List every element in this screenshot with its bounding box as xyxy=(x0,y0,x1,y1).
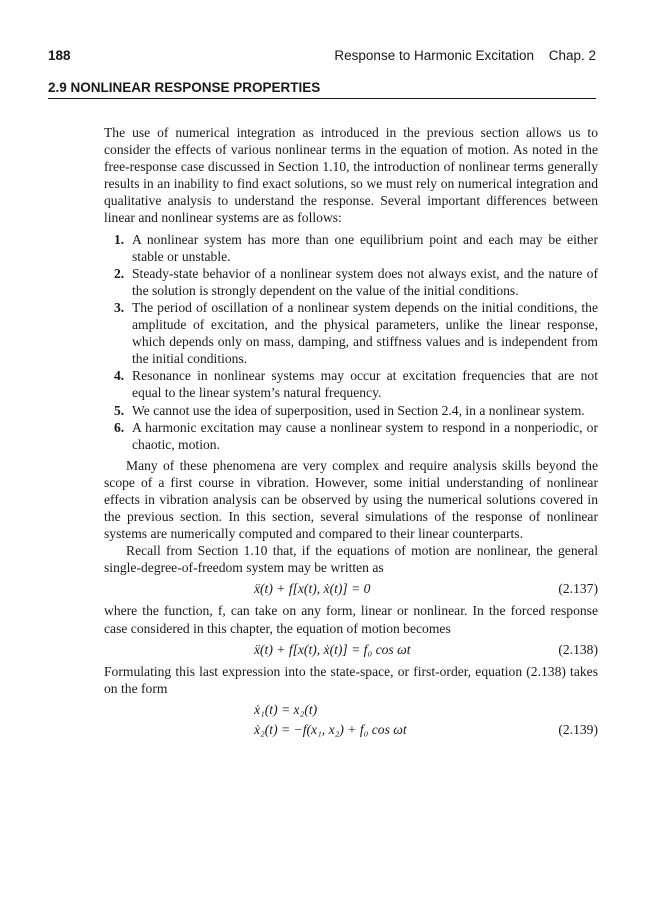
list-item: 6. A harmonic excitation may cause a nonlinear system to respond in a nonperiodic, or chaotic, motion. xyxy=(114,419,598,452)
intro-paragraph: The use of numerical integration as introduced in the previous section allows us to consider the effects of various nonlinear terms in the equation of motion. As noted in the free-response case discussed in Section 1.10, the introduction of nonlinear terms generally results in an inability to find exact solutions, so we must rely on numerical integration and qualitative analysis to understand the response. Several important differences between linear and nonlinear systems are as follows: xyxy=(104,125,598,226)
list-item: 3. The period of oscillation of a nonlinear system depends on the initial conditions, the amplitude of excitation, and the physical parameters, unlike the linear response, which depends only on mass, damping, and stiffness values and is independent from the initial conditions. xyxy=(114,299,598,367)
running-title: Response to Harmonic Excitation xyxy=(334,48,534,63)
section-title: 2.9 NONLINEAR RESPONSE PROPERTIES xyxy=(48,80,596,99)
page-number: 188 xyxy=(48,48,71,63)
equation-expression: ẍ(t) + f[x(t), ẋ(t)] = 0 xyxy=(254,581,371,597)
equation-2-139 xyxy=(104,699,598,743)
list-item: 2. Steady-state behavior of a nonlinear system does not always exist, and the nature of the solution is strongly dependent on the value of the initial conditions. xyxy=(114,265,598,298)
page-header xyxy=(48,44,596,64)
equation-row-2: ẋ₂(t) = −f(x₁, x₂) + f₀ cos ωt xyxy=(254,721,407,737)
equation-2-137 xyxy=(104,576,598,602)
list-item: 1. A nonlinear system has more than one equilibrium point and each may be either stable or unstable. xyxy=(114,231,598,264)
equation-2-138 xyxy=(104,637,598,663)
body-text xyxy=(104,124,598,743)
paragraph-function: where the function, f, can take on any form, linear or nonlinear. In the forced response case considered in this chapter, the equation of motion becomes xyxy=(104,603,598,636)
equation-number: (2.137) xyxy=(558,581,598,597)
chapter-label: Chap. 2 xyxy=(548,48,596,63)
properties-list xyxy=(104,231,598,453)
list-item: 4. Resonance in nonlinear systems may occur at excitation frequencies that are not equal to the linear system’s natural frequency. xyxy=(114,368,598,401)
paragraph-recall: Recall from Section 1.10 that, if the equations of motion are nonlinear, the general single-degree-of-freedom system may be written as xyxy=(104,543,598,576)
equation-expression: ẍ(t) + f[x(t), ẋ(t)] = f₀ cos ωt xyxy=(254,641,411,657)
equation-row-1: ẋ₁(t) = x₂(t) xyxy=(254,701,318,717)
paragraph-state-space: Formulating this last expression into the state-space, or first-order, equation (2.138) takes on the form xyxy=(104,663,598,696)
equation-number: (2.138) xyxy=(558,641,598,657)
paragraph-phenomena: Many of these phenomena are very complex and require analysis skills beyond the scope of a first course in vibration. However, some initial understanding of nonlinear effects in vibration analysis can be observed by using the numerical solutions covered in the previous section. In this section, several simulations of the response of nonlinear systems are numerically computed and compared to their linear counterparts. xyxy=(104,457,598,542)
equation-number: (2.139) xyxy=(558,721,598,737)
list-item: 5. We cannot use the idea of superposition, used in Section 2.4, in a nonlinear system. xyxy=(114,402,585,418)
